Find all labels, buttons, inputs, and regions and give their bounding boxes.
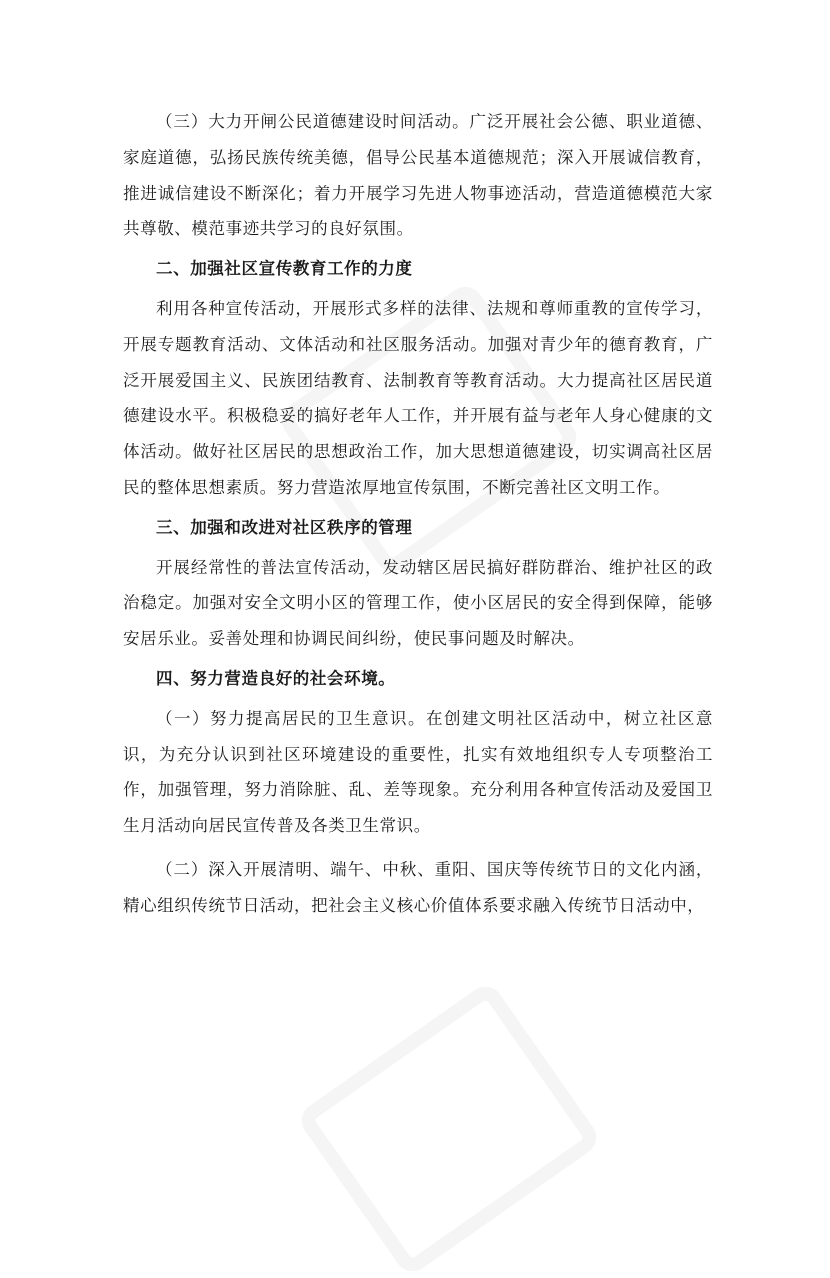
watermark-shape xyxy=(295,980,604,1278)
paragraph-publicity: 利用各种宣传活动，开展形式多样的法律、法规和尊师重教的宣传学习，开展专题教育活动、文体活动和社区服务活动。加强对青少年的德育教育，广泛开展爱国主义、民族团结教育、法制教育等教育活动。大力提高社区居民道德建设水平。积极稳妥的搞好老年人工作，并开展有益与老年人身心健康的文体活动。做好社区居民的思想政治工作，加大思想道德建设，切实调高社区居民的整体思想素质。努力营造浓厚地宣传氛围，不断完善社区文明工作。 xyxy=(123,298,713,497)
paragraph-hygiene: （一）努力提高居民的卫生意识。在创建文明社区活动中，树立社区意识，为充分认识到社区环境建设的重要性，扎实有效地组织专人专项整治工作，加强管理，努力消除脏、乱、差等现象。充分利用各种宣传活动及爱国卫生月活动向居民宣传普及各类卫生常识。 xyxy=(123,708,713,836)
paragraph-moral-construction: （三）大力开闸公民道德建设时间活动。广泛开展社会公德、职业道德、家庭道德，弘扬民族传统美德，倡导公民基本道德规范；深入开展诚信教育，推进诚信建设不断深化；着力开展学习先进人物事迹活动，营造道德模范大家共尊敬、模范事迹共学习的良好氛围。 xyxy=(123,112,713,239)
paragraph-festivals: （二）深入开展清明、端午、中秋、重阳、国庆等传统节日的文化内涵，精心组织传统节日活动，把社会主义核心价值体系要求融入传统节日活动中， xyxy=(123,859,713,915)
section-heading-order: 三、加强和改进对社区秩序的管理 xyxy=(156,517,413,537)
document-body xyxy=(123,104,713,924)
section-heading-publicity: 二、加强社区宣传教育工作的力度 xyxy=(156,259,413,279)
section-heading-environment: 四、努力营造良好的社会环境。 xyxy=(156,668,396,688)
paragraph-order: 开展经常性的普法宣传活动，发动辖区居民搞好群防群治、维护社区的政治稳定。加强对安全文明小区的管理工作，使小区居民的安全得到保障，能够安居乐业。妥善处理和协调民间纠纷，使民事问题及时解决。 xyxy=(123,557,713,649)
